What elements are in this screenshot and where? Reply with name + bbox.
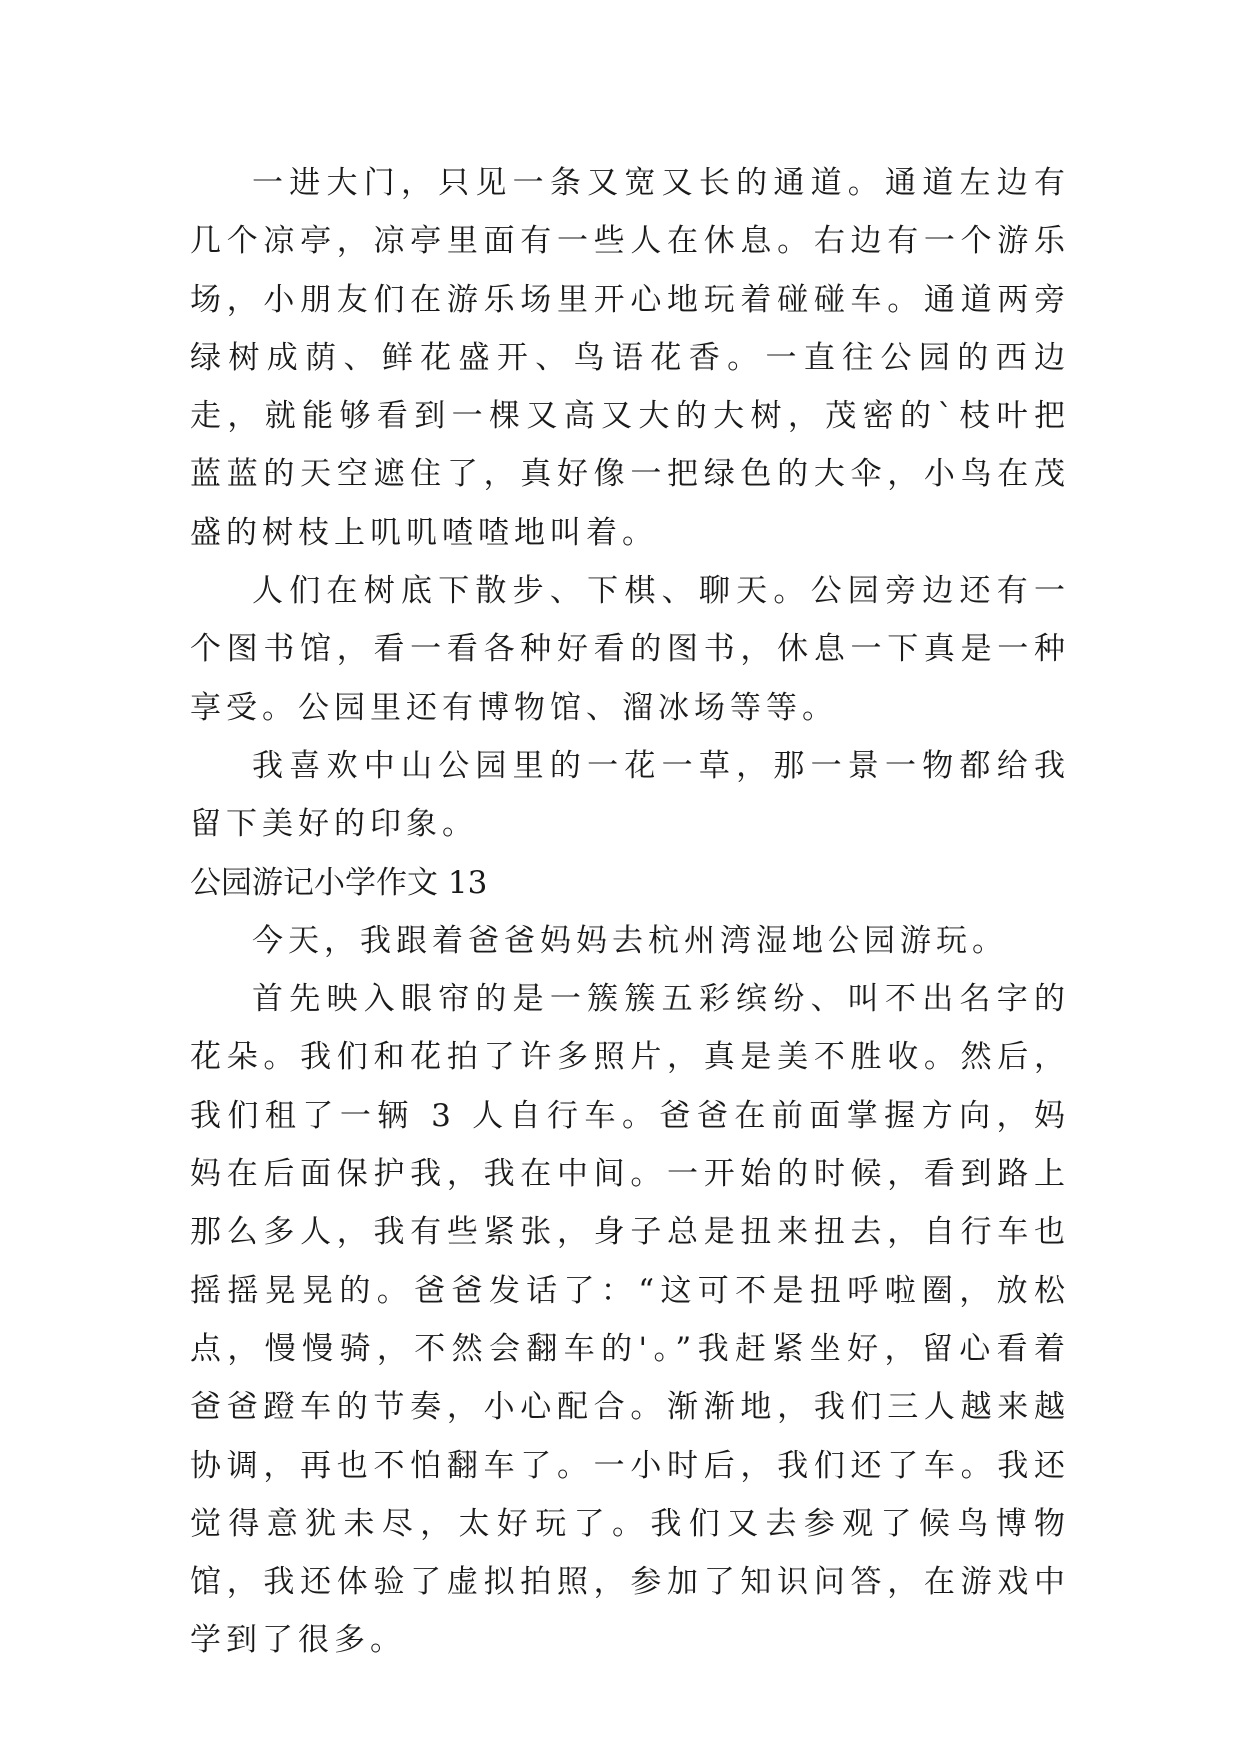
paragraph-conclusion: 我喜欢中山公园里的一花一草，那一景一物都给我留下美好的印象。 [190,747,1070,843]
paragraph-bicycle-ride: 首先映入眼帘的是一簇簇五彩缤纷、叫不出名字的花朵。我们和花拍了许多照片，真是美不胜收。然后，我们租了一辆 3 人自行车。爸爸在前面掌握方向，妈妈在后面保护我，我在中间。一开始的时候，看到路上那么多人，我有些紧张，身子总是扭来扭去，自行车也摇摇晃晃的。爸爸发话了：“这可不是扭呼啦圈，放松点，慢慢骑，不然会翻车的'。”我赶紧坐好，留心看着爸爸蹬车的节奏，小心配合。渐渐地，我们三人越来越协调，再也不怕翻车了。一小时后，我们还了车。我还觉得意犹未尽，太好玩了。我们又去参观了候鸟博物馆，我还体验了虚拟拍照，参加了知识问答，在游戏中学到了很多。 [190,981,1070,1659]
paragraph-park-entrance: 一进大门，只见一条又宽又长的通道。通道左边有几个凉亭，凉亭里面有一些人在休息。右边有一个游乐场，小朋友们在游乐场里开心地玩着碰碰车。通道两旁绿树成荫、鲜花盛开、鸟语花香。一直往公园的西边走，就能够看到一棵又高又大的大树，茂密的`枝叶把蓝蓝的天空遮住了，真好像一把绿色的大伞，小鸟在茂盛的树枝上叽叽喳喳地叫着。 [190,165,1070,551]
document-body [190,154,1070,1670]
paragraph-park-activities: 人们在树底下散步、下棋、聊天。公园旁边还有一个图书馆，看一看各种好看的图书，休息一下真是一种享受。公园里还有博物馆、溜冰场等等。 [190,573,1070,726]
paragraph-intro: 今天，我跟着爸爸妈妈去杭州湾湿地公园游玩。 [252,922,1008,959]
essay-heading: 公园游记小学作文 13 [190,864,488,901]
